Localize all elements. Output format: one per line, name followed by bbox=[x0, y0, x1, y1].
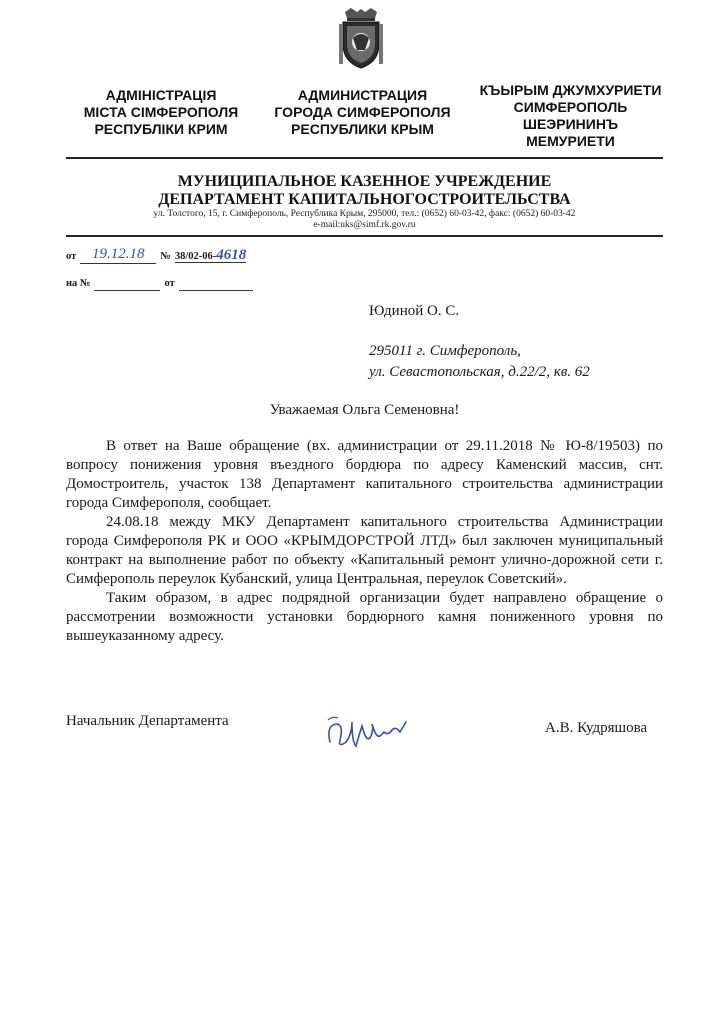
signatory-name: А.В. Кудряшова bbox=[545, 720, 648, 736]
recipient-name: Юдиной О. С. bbox=[369, 303, 460, 319]
header-ukrainian-line: МІСТА СІМФЕРОПОЛЯ bbox=[83, 104, 239, 120]
paragraph: В ответ на Ваше обращение (вх. администрации от 29.11.2018 № Ю-8/19503) по вопросу понижения уровня въездного бордюра по адресу Каменский массив, снт. Домостроитель, участок 138 Департамент капитального строительства администрации города Симферополя, сообщает. bbox=[66, 438, 663, 511]
header-crimean-tatar-line: СИМФЕРОПОЛЬ bbox=[513, 99, 628, 115]
organization-address: ул. Толстого, 15, г. Симферополь, Республика Крым, 295000, тел.: (0652) 60-03-42, факс: (0652) 60-03-42 bbox=[153, 209, 576, 219]
date-field bbox=[80, 245, 156, 264]
reply-label: на № bbox=[66, 278, 91, 289]
header-divider bbox=[66, 157, 663, 159]
header-crimean-tatar-line: КЪЫРЫМ ДЖУМХУРИЕТИ bbox=[479, 82, 662, 98]
reply-date-field bbox=[179, 279, 253, 291]
header-ukrainian bbox=[66, 87, 256, 138]
handwritten-signature bbox=[322, 712, 418, 754]
header-russian-line: АДМИНИСТРАЦИЯ bbox=[297, 87, 428, 103]
recipient-address-line1: 295011 г. Симферополь, bbox=[369, 343, 521, 359]
handwritten-date: 19.12.18 bbox=[92, 246, 145, 262]
paragraph: Таким образом, в адрес подрядной организации будет направлено обращение о рассмотрении возможности установки бордюрного камня пониженного уровня по вышеуказанному адресу. bbox=[66, 590, 663, 644]
paragraph: 24.08.18 между МКУ Департамент капитального строительства Администрации города Симферополя РК и ООО «КРЫМДОРСТРОЙ ЛТД» был заключен муниципальный контракт на выполнение работ по объекту «Капитальный ремонт улично-дорожной сети г. Симферополь переулок Кубанский, улица Центральная, переулок Советский». bbox=[66, 514, 663, 587]
number-prefix: 38/02-06- bbox=[174, 251, 217, 262]
header-crimean-tatar bbox=[468, 82, 673, 150]
reply-number-field bbox=[94, 279, 160, 291]
organization-email: e-mail:uks@simf.rk.gov.ru bbox=[313, 220, 416, 230]
from-label: от bbox=[66, 251, 77, 262]
handwritten-number: 4618 bbox=[216, 247, 247, 263]
recipient-address-line2: ул. Севастопольская, д.22/2, кв. 62 bbox=[369, 364, 590, 380]
header-ukrainian-line: АДМІНІСТРАЦІЯ bbox=[105, 87, 217, 103]
number-label: № bbox=[160, 251, 171, 262]
letter-body bbox=[66, 437, 663, 646]
organization-name-line1: МУНИЦИПАЛЬНОЕ КАЗЕННОЕ УЧРЕЖДЕНИЕ bbox=[177, 173, 552, 190]
reply-from-label: от bbox=[164, 278, 175, 289]
signatory-title: Начальник Департамента bbox=[66, 713, 229, 729]
number-field bbox=[174, 247, 247, 263]
header-ukrainian-line: РЕСПУБЛІКИ КРИМ bbox=[94, 121, 228, 137]
letterhead-divider bbox=[66, 235, 663, 237]
header-russian-line: ГОРОДА СИМФЕРОПОЛЯ bbox=[274, 104, 451, 120]
header-crimean-tatar-line: ШЕЭРИНИНЪ bbox=[522, 116, 619, 132]
organization-name-line2: ДЕПАРТАМЕНТ КАПИТАЛЬНОГОСТРОИТЕЛЬСТВА bbox=[158, 191, 571, 208]
header-russian-line: РЕСПУБЛИКИ КРЫМ bbox=[291, 121, 434, 137]
header-crimean-tatar-line: МЕМУРИЕТИ bbox=[526, 133, 615, 149]
coat-of-arms-icon bbox=[337, 8, 385, 70]
greeting: Уважаемая Ольга Семеновна! bbox=[269, 402, 460, 418]
header-russian bbox=[260, 87, 465, 138]
reply-line bbox=[66, 273, 253, 291]
registration-line bbox=[66, 245, 246, 264]
